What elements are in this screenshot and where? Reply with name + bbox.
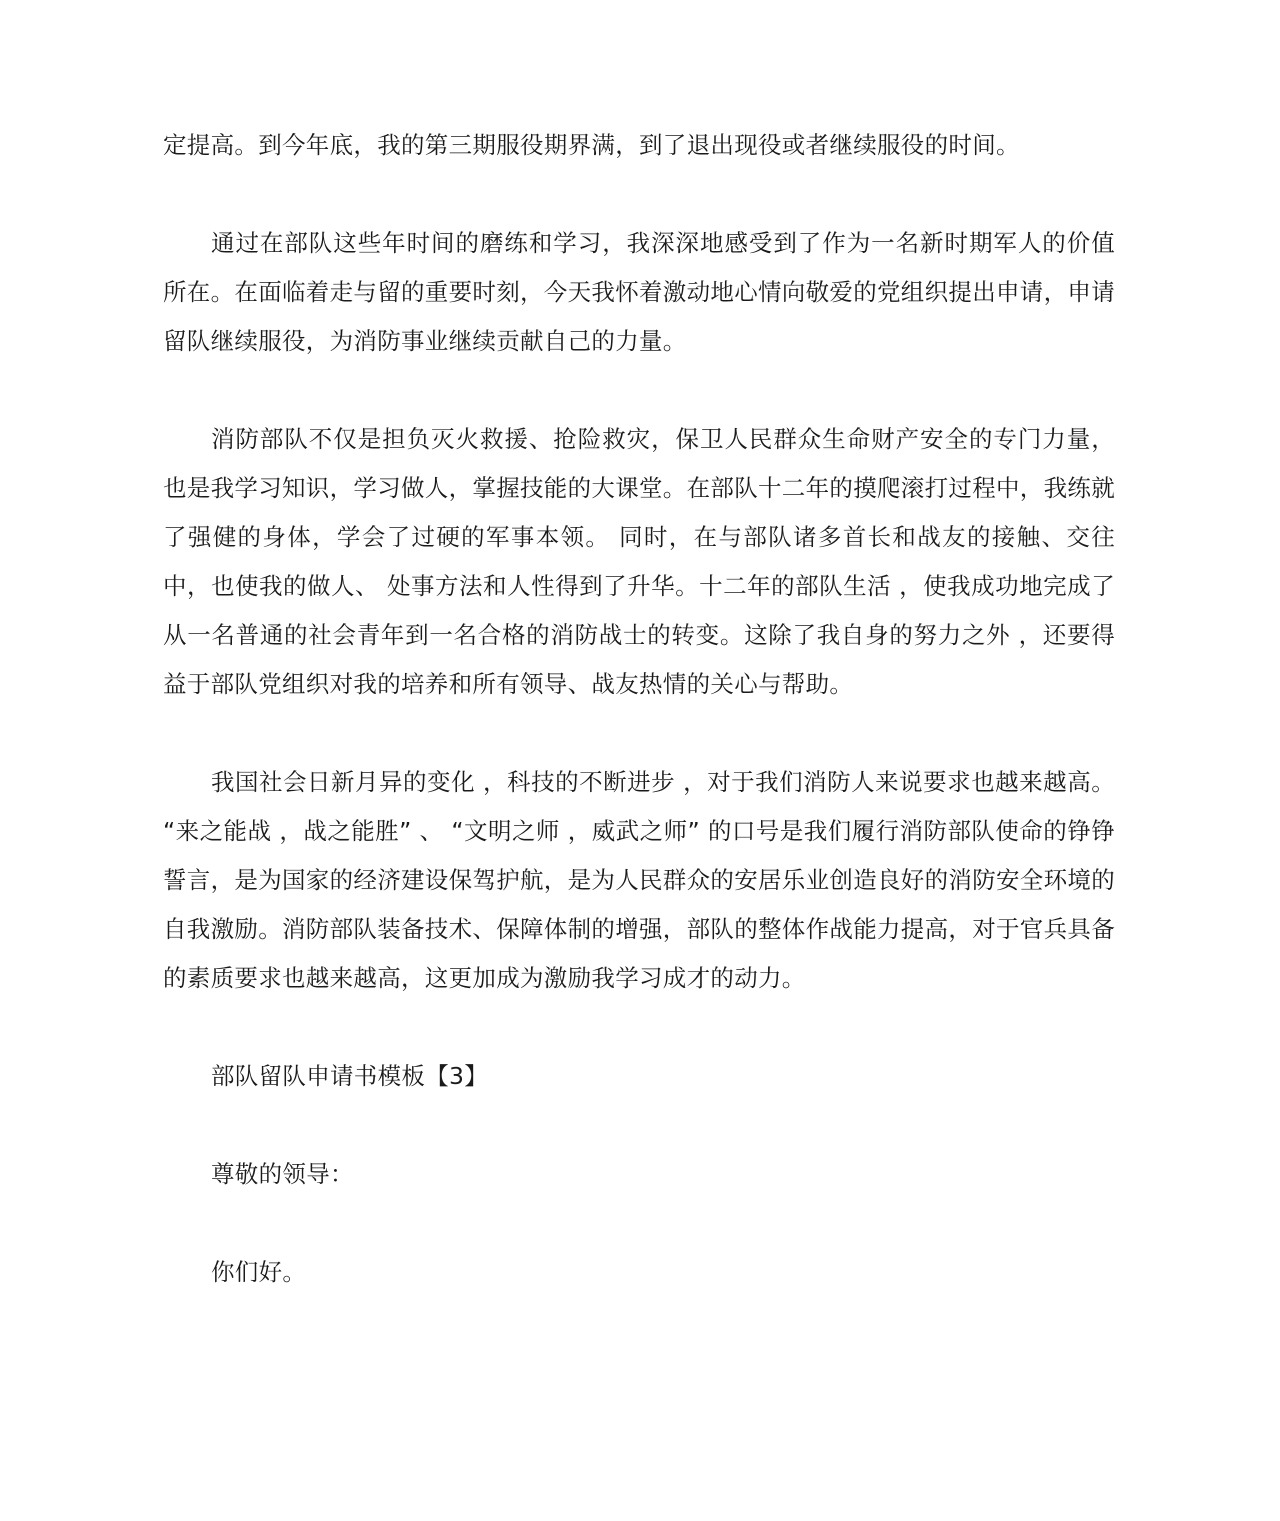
section-heading: 部队留队申请书模板【3】 — [211, 1062, 489, 1090]
paragraph-fire-brigade: 消防部队不仅是担负灭火救援、抢险救灾，保卫人民群众生命财产安全的专门力量，也是我学习知识，学习做人，掌握技能的大课堂。在部队十二年的摸爬滚打过程中，我练就了强健的身体，学会了过硬的军事本领。 同时，在与部队诸多首长和战友的接触、交往中，也使我的做人、 处事方法和人性得到了升华。十二年的部队生活 ，使我成功地完成了从一名普通的社会青年到一名合格的消防战士的转变。这除了我自身的努力之外 ，还要得益于部队党组织对我的培养和所有领导、战友热情的关心与帮助。 — [163, 425, 1115, 698]
paragraph-social-change: 我国社会日新月异的变化 ，科技的不断进步 ，对于我们消防人来说要求也越来越高。 “来之能战 ，战之能胜” 、 “文明之师 ，威武之师” 的口号是我们履行消防部队使命的铮铮誓言，是为国家的经济建设保驾护航，是为人民群众的安居乐业创造良好的消防安全环境的自我激励。消防部队装备技术、保障体制的增强，部队的整体作战能力提高，对于官兵具备的素质要求也越来越高，这更加成为激励我学习成才的动力。 — [163, 768, 1115, 992]
paragraph-service-value: 通过在部队这些年时间的磨练和学习，我深深地感受到了作为一名新时期军人的价值所在。在面临着走与留的重要时刻，今天我怀着激动地心情向敬爱的党组织提出申请，申请留队继续服役，为消防事业继续贡献自己的力量。 — [163, 229, 1115, 355]
paragraph-continuation: 定提高。到今年底，我的第三期服役期界满，到了退出现役或者继续服役的时间。 — [163, 131, 1020, 159]
document-body — [163, 121, 1115, 1346]
greeting: 你们好。 — [211, 1258, 307, 1286]
salutation: 尊敬的领导： — [211, 1160, 354, 1188]
